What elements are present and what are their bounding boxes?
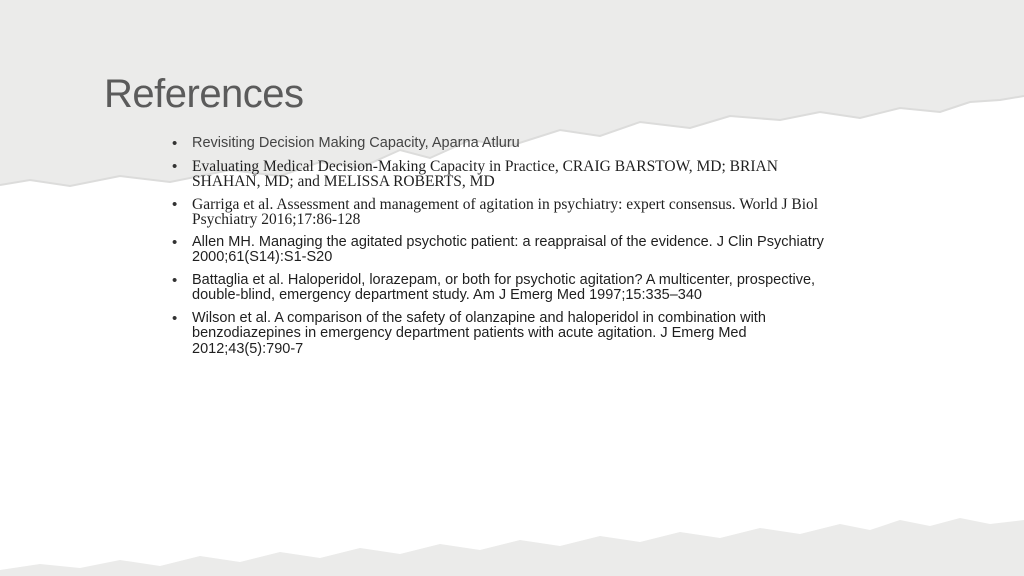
reference-item: • Evaluating Medical Decision-Making Capacity in Practice, CRAIG BARSTOW, MD; BRIAN SHAHAN, MD; and MELISSA ROBERTS, MD: [170, 159, 850, 190]
references-list: [170, 136, 850, 364]
reference-item: • Garriga et al. Assessment and management of agitation in psychiatry: expert consensus. World J Biol Psychiatry 2016;17:86-128: [170, 197, 850, 228]
reference-item: • Allen MH. Managing the agitated psychotic patient: a reappraisal of the evidence. J Clin Psychiatry 2000;61(S14):S1-S20: [170, 235, 850, 266]
reference-item: • Wilson et al. A comparison of the safety of olanzapine and haloperidol in combination with benzodiazepines in emergency department patients with acute agitation. J Emerg Med 2012;43(5):790-7: [170, 311, 850, 358]
reference-item: • Battaglia et al. Haloperidol, lorazepam, or both for psychotic agitation? A multicenter, prospective, double-blind, emergency department study. Am J Emerg Med 1997;15:335–340: [170, 273, 850, 304]
slide-title: References: [104, 72, 304, 116]
reference-item: • Revisiting Decision Making Capacity, Aparna Atluru: [170, 136, 850, 152]
